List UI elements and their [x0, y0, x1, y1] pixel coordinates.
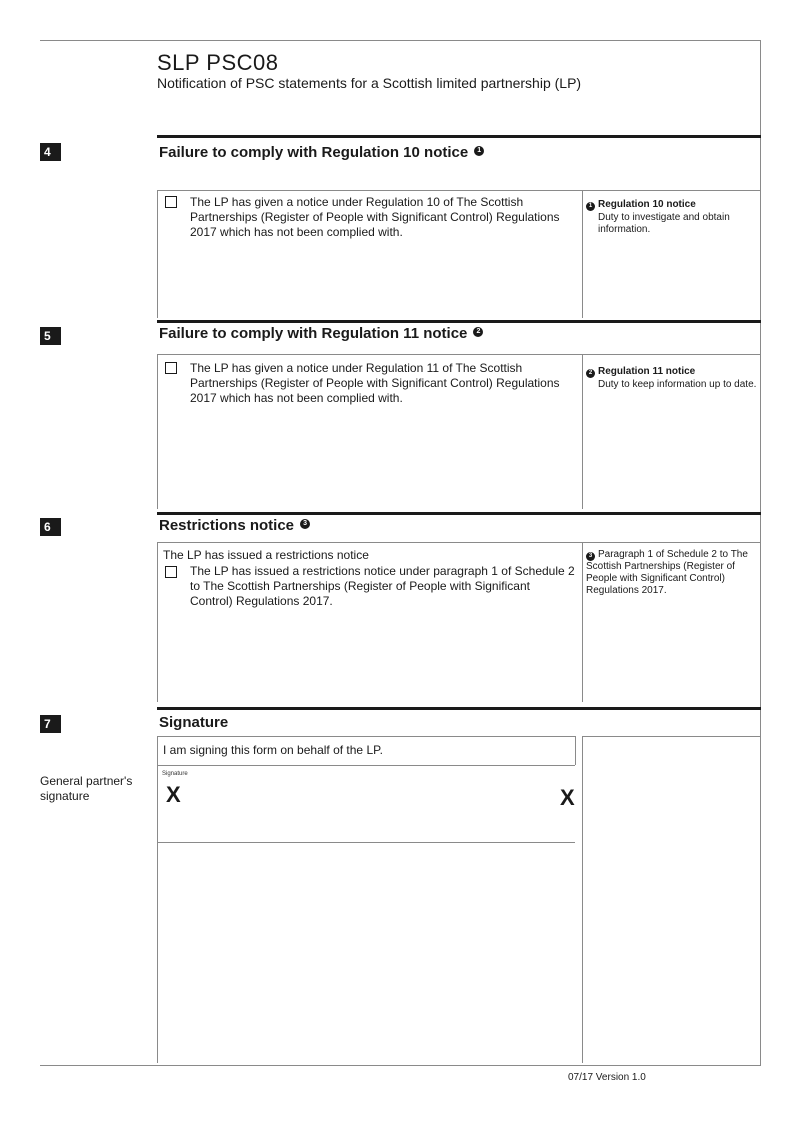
section-7-title: Signature: [159, 714, 229, 731]
section-6-left-border: [157, 542, 158, 702]
note-3-marker: 3: [300, 519, 310, 529]
note-1: [586, 194, 758, 236]
form-version: 07/17 Version 1.0: [568, 1072, 646, 1083]
section-4-number: 4: [40, 143, 61, 161]
note-2-body: Duty to keep information up to date.: [598, 379, 757, 390]
page-border-bottom: [40, 1065, 761, 1066]
section-7-intro-bottom: [157, 765, 575, 766]
signature-start-cross-icon: X: [166, 782, 181, 807]
note-1-marker: 1: [474, 146, 484, 156]
section-5-box-top: [157, 354, 582, 355]
section-7-intro-top: [157, 736, 575, 737]
signature-field-bottom: [157, 842, 575, 843]
signature-field[interactable]: [158, 767, 575, 842]
form-title: Notification of PSC statements for a Scottish limited partnership (LP): [157, 75, 582, 91]
note-1-body: Duty to investigate and obtain information.: [598, 212, 730, 235]
section-6-note-top: [582, 542, 760, 543]
section-4-statement: The LP has given a notice under Regulation 10 of The Scottish Partnerships (Register of People with Significant Control) Regulations 2017 which has not been complied with.: [190, 195, 560, 239]
page-border-top: [40, 40, 761, 41]
note-3-icon: 3: [586, 552, 595, 561]
section-5-number: 5: [40, 327, 61, 345]
section-7-intro: I am signing this form on behalf of the LP.: [163, 743, 383, 757]
section-4-title: [159, 144, 484, 161]
section-6-statement: The LP has issued a restrictions notice under paragraph 1 of Schedule 2 to The Scottish Partnerships (Register of People with Significant Control) Regulations 2017.: [190, 564, 575, 608]
note-2-title: Regulation 11 notice: [598, 366, 696, 377]
section-4-box-top: [157, 190, 582, 191]
section-6-title-text: Restrictions notice: [159, 517, 295, 534]
section-5-left-border: [157, 354, 158, 509]
section-5-title-text: Failure to comply with Regulation 11 notice: [159, 325, 468, 342]
note-3-body: Paragraph 1 of Schedule 2 to The Scottish Partnerships (Register of People with Significant Control) Regulations 2017.: [586, 549, 748, 596]
note-2-marker: 2: [473, 327, 483, 337]
section-4-checkbox[interactable]: [165, 196, 177, 208]
section-5-divider: [582, 354, 583, 509]
section-4-title-text: Failure to comply with Regulation 10 notice: [159, 144, 469, 161]
section-5-checkbox[interactable]: [165, 362, 177, 374]
section-6-rule: [157, 512, 761, 515]
note-3: [586, 549, 758, 597]
section-4-note-top: [582, 190, 760, 191]
section-6-box-top: [157, 542, 582, 543]
section-6-checkbox[interactable]: [165, 566, 177, 578]
section-7-rule: [157, 707, 761, 710]
page-border-right: [760, 40, 761, 1065]
section-4-left-border: [157, 190, 158, 318]
section-7-intro-right: [575, 736, 576, 765]
section-6-title: [159, 517, 310, 534]
section-6-intro: The LP has issued a restrictions notice: [163, 548, 369, 562]
section-5-statement: The LP has given a notice under Regulation 11 of The Scottish Partnerships (Register of People with Significant Control) Regulations 2017 which has not been complied with.: [190, 361, 560, 405]
note-1-title: Regulation 10 notice: [598, 199, 696, 210]
section-5-rule: [157, 320, 761, 323]
section-5-title: [159, 325, 483, 342]
form-code: SLP PSC08: [157, 50, 279, 75]
section-7-number: 7: [40, 715, 61, 733]
section-7-divider: [582, 736, 583, 1063]
note-2: [586, 361, 758, 391]
section-4-divider: [582, 190, 583, 318]
section-5-note-top: [582, 354, 760, 355]
section-4-rule: [157, 135, 761, 138]
section-6-divider: [582, 542, 583, 702]
signature-field-label: Signature: [162, 771, 188, 777]
general-partner-signature-label: General partner's signature: [40, 774, 133, 803]
note-2-icon: 2: [586, 369, 595, 378]
section-6-number: 6: [40, 518, 61, 536]
signature-end-cross-icon: X: [560, 785, 575, 810]
note-1-icon: 1: [586, 202, 595, 211]
section-7-note-top: [582, 736, 760, 737]
